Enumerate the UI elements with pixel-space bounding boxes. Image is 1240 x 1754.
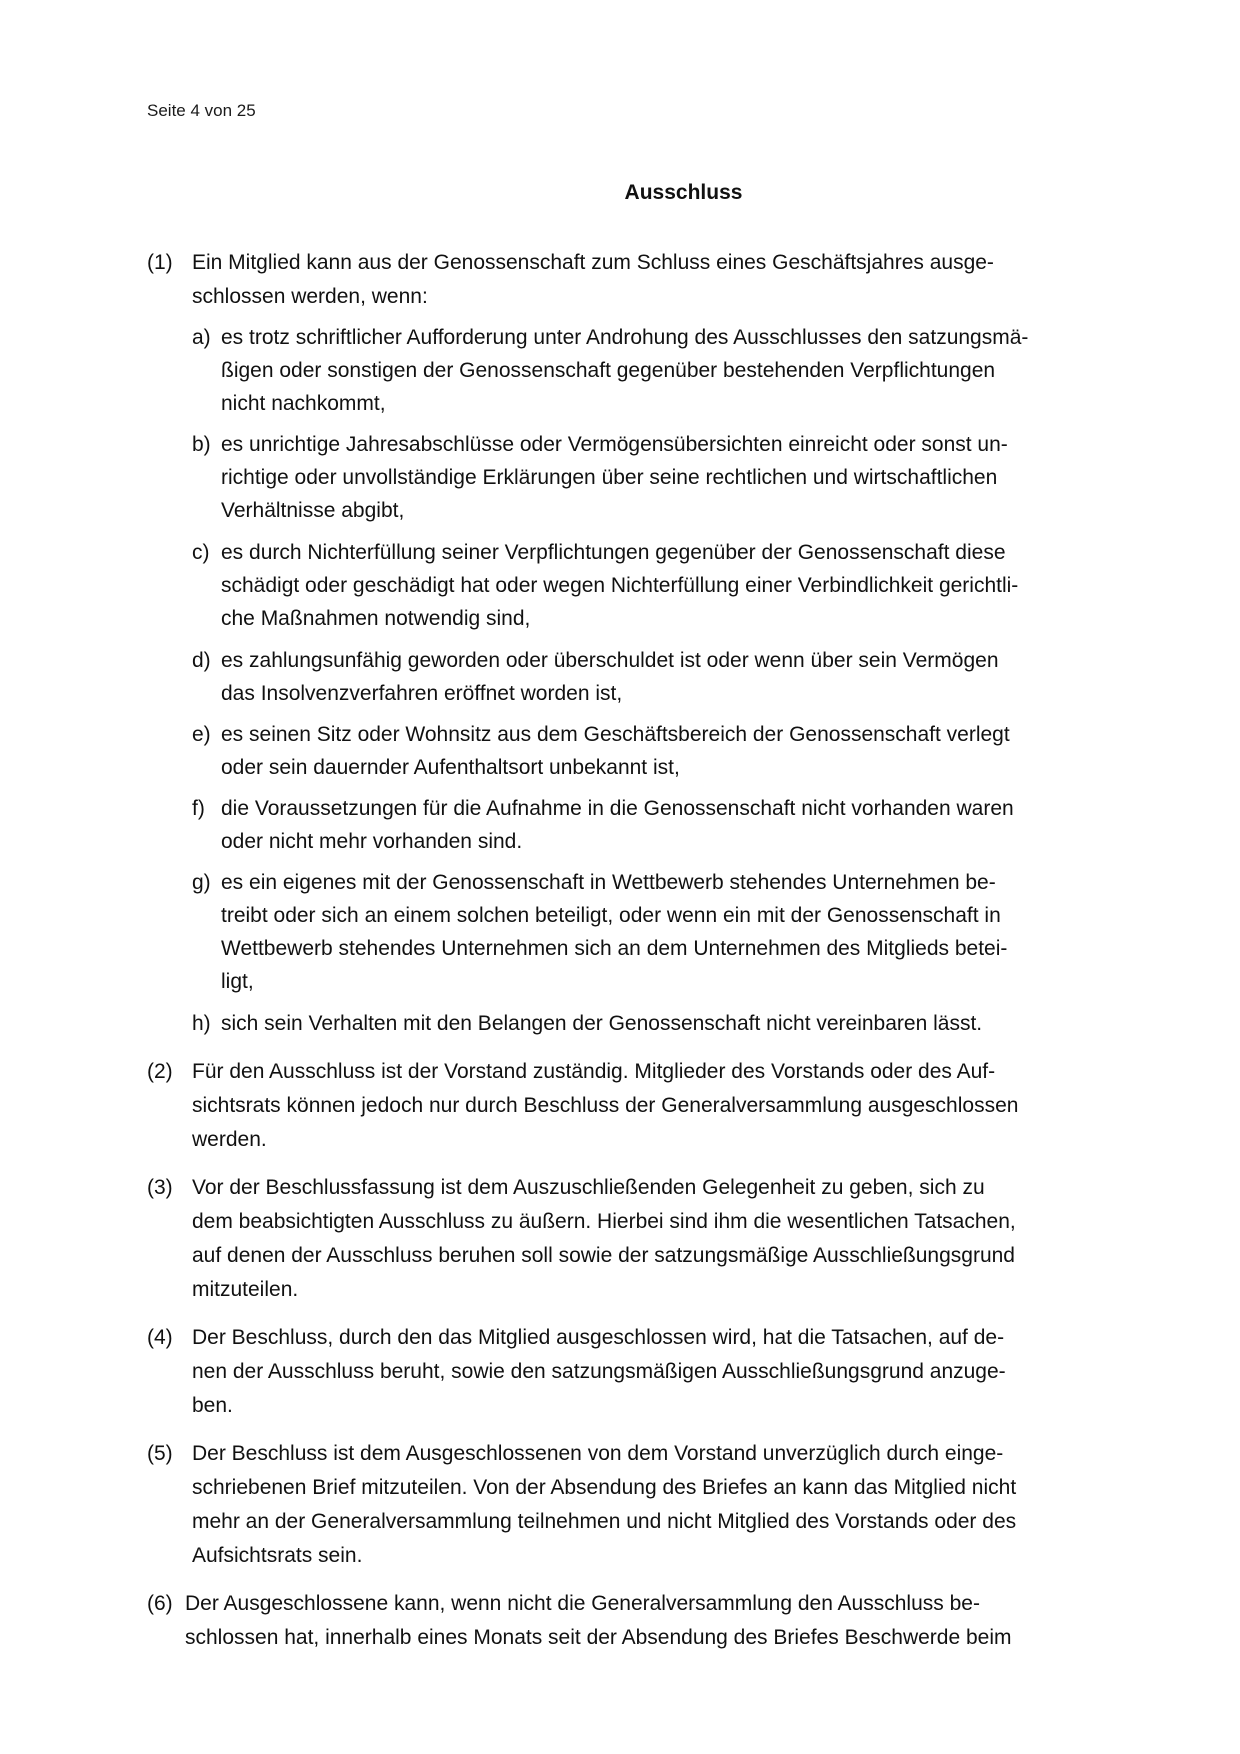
item-marker: a) xyxy=(192,326,211,349)
item-line: ligt, xyxy=(221,970,254,993)
item-line: es unrichtige Jahresabschlüsse oder Vermögensübersichten einreicht oder sonst un- xyxy=(221,433,1008,456)
item-line: das Insolvenzverfahren eröffnet worden ist, xyxy=(221,682,623,705)
item-line: che Maßnahmen notwendig sind, xyxy=(221,607,531,630)
section-heading xyxy=(0,180,1240,206)
paragraph-line: Aufsichtsrats sein. xyxy=(192,1544,363,1567)
item-line: nicht nachkommt, xyxy=(221,392,386,415)
item-line: es zahlungsunfähig geworden oder überschuldet ist oder wenn über sein Vermögen xyxy=(221,649,999,672)
item-line: oder sein dauernder Aufenthaltsort unbekannt ist, xyxy=(221,756,680,779)
paragraph-line: Der Beschluss ist dem Ausgeschlossenen von dem Vorstand unverzüglich durch einge- xyxy=(192,1442,1004,1465)
paragraph-line: werden. xyxy=(192,1128,267,1151)
paragraph-line: nen der Ausschluss beruht, sowie den satzungsmäßigen Ausschließungsgrund anzuge- xyxy=(192,1360,1006,1383)
item-line: es trotz schriftlicher Aufforderung unter Androhung des Ausschlusses den satzungsmä- xyxy=(221,326,1029,349)
paragraph-line: mitzuteilen. xyxy=(192,1278,299,1301)
item-line: Wettbewerb stehendes Unternehmen sich an dem Unternehmen des Mitglieds betei- xyxy=(221,937,1008,960)
page-number: Seite 4 von 25 xyxy=(147,101,256,120)
item-line: ßigen oder sonstigen der Genossenschaft gegenüber bestehenden Verpflichtungen xyxy=(221,359,996,382)
paragraph-line: schlossen hat, innerhalb eines Monats seit der Absendung des Briefes Beschwerde beim xyxy=(185,1626,1012,1649)
paragraph-line: ben. xyxy=(192,1394,233,1417)
section-title: Ausschluss xyxy=(624,181,743,204)
paragraph-line: sichtsrats können jedoch nur durch Beschluss der Generalversammlung ausgeschlossen xyxy=(192,1094,1019,1117)
paragraph-marker: (4) xyxy=(147,1326,173,1349)
item-marker: f) xyxy=(192,797,205,820)
item-marker: c) xyxy=(192,541,210,564)
item-line: es ein eigenes mit der Genossenschaft in Wettbewerb stehendes Unternehmen be- xyxy=(221,871,996,894)
item-marker: h) xyxy=(192,1012,211,1035)
item-line: Verhältnisse abgibt, xyxy=(221,499,405,522)
paragraph-line: Ein Mitglied kann aus der Genossenschaft zum Schluss eines Geschäftsjahres ausge- xyxy=(192,251,994,274)
paragraph-line: Für den Ausschluss ist der Vorstand zuständig. Mitglieder des Vorstands oder des Auf- xyxy=(192,1060,996,1083)
item-line: oder nicht mehr vorhanden sind. xyxy=(221,830,523,853)
paragraph-line: Der Beschluss, durch den das Mitglied ausgeschlossen wird, hat die Tatsachen, auf de- xyxy=(192,1326,1005,1349)
item-marker: b) xyxy=(192,433,211,456)
paragraph-line: auf denen der Ausschluss beruhen soll sowie der satzungsmäßige Ausschließungsgrund xyxy=(192,1244,1015,1267)
paragraph-line: Vor der Beschlussfassung ist dem Auszuschließenden Gelegenheit zu geben, sich zu xyxy=(192,1176,985,1199)
item-line: treibt oder sich an einem solchen beteiligt, oder wenn ein mit der Genossenschaft in xyxy=(221,904,1001,927)
paragraph-line: mehr an der Generalversammlung teilnehmen und nicht Mitglied des Vorstands oder des xyxy=(192,1510,1017,1533)
item-line: richtige oder unvollständige Erklärungen über seine rechtlichen und wirtschaftlichen xyxy=(221,466,998,489)
paragraph-line: Der Ausgeschlossene kann, wenn nicht die Generalversammlung den Ausschluss be- xyxy=(185,1592,980,1615)
item-line: es seinen Sitz oder Wohnsitz aus dem Geschäftsbereich der Genossenschaft verlegt xyxy=(221,723,1010,746)
paragraph-marker: (6) xyxy=(147,1592,173,1615)
paragraph-line: schriebenen Brief mitzuteilen. Von der Absendung des Briefes an kann das Mitglied nicht xyxy=(192,1476,1017,1499)
paragraph-marker: (5) xyxy=(147,1442,173,1465)
item-marker: d) xyxy=(192,649,211,672)
paragraph-marker: (3) xyxy=(147,1176,173,1199)
paragraph-marker: (1) xyxy=(147,251,173,274)
paragraph-line: dem beabsichtigten Ausschluss zu äußern. Hierbei sind ihm die wesentlichen Tatsachen, xyxy=(192,1210,1016,1233)
paragraph-line: schlossen werden, wenn: xyxy=(192,285,428,308)
item-line: schädigt oder geschädigt hat oder wegen Nichterfüllung einer Verbindlichkeit gerichtli- xyxy=(221,574,1019,597)
item-marker: e) xyxy=(192,723,211,746)
paragraph-marker: (2) xyxy=(147,1060,173,1083)
item-line: sich sein Verhalten mit den Belangen der Genossenschaft nicht vereinbaren lässt. xyxy=(221,1012,983,1035)
item-marker: g) xyxy=(192,871,211,894)
item-line: es durch Nichterfüllung seiner Verpflichtungen gegenüber der Genossenschaft diese xyxy=(221,541,1006,564)
item-line: die Voraussetzungen für die Aufnahme in die Genossenschaft nicht vorhanden waren xyxy=(221,797,1014,820)
